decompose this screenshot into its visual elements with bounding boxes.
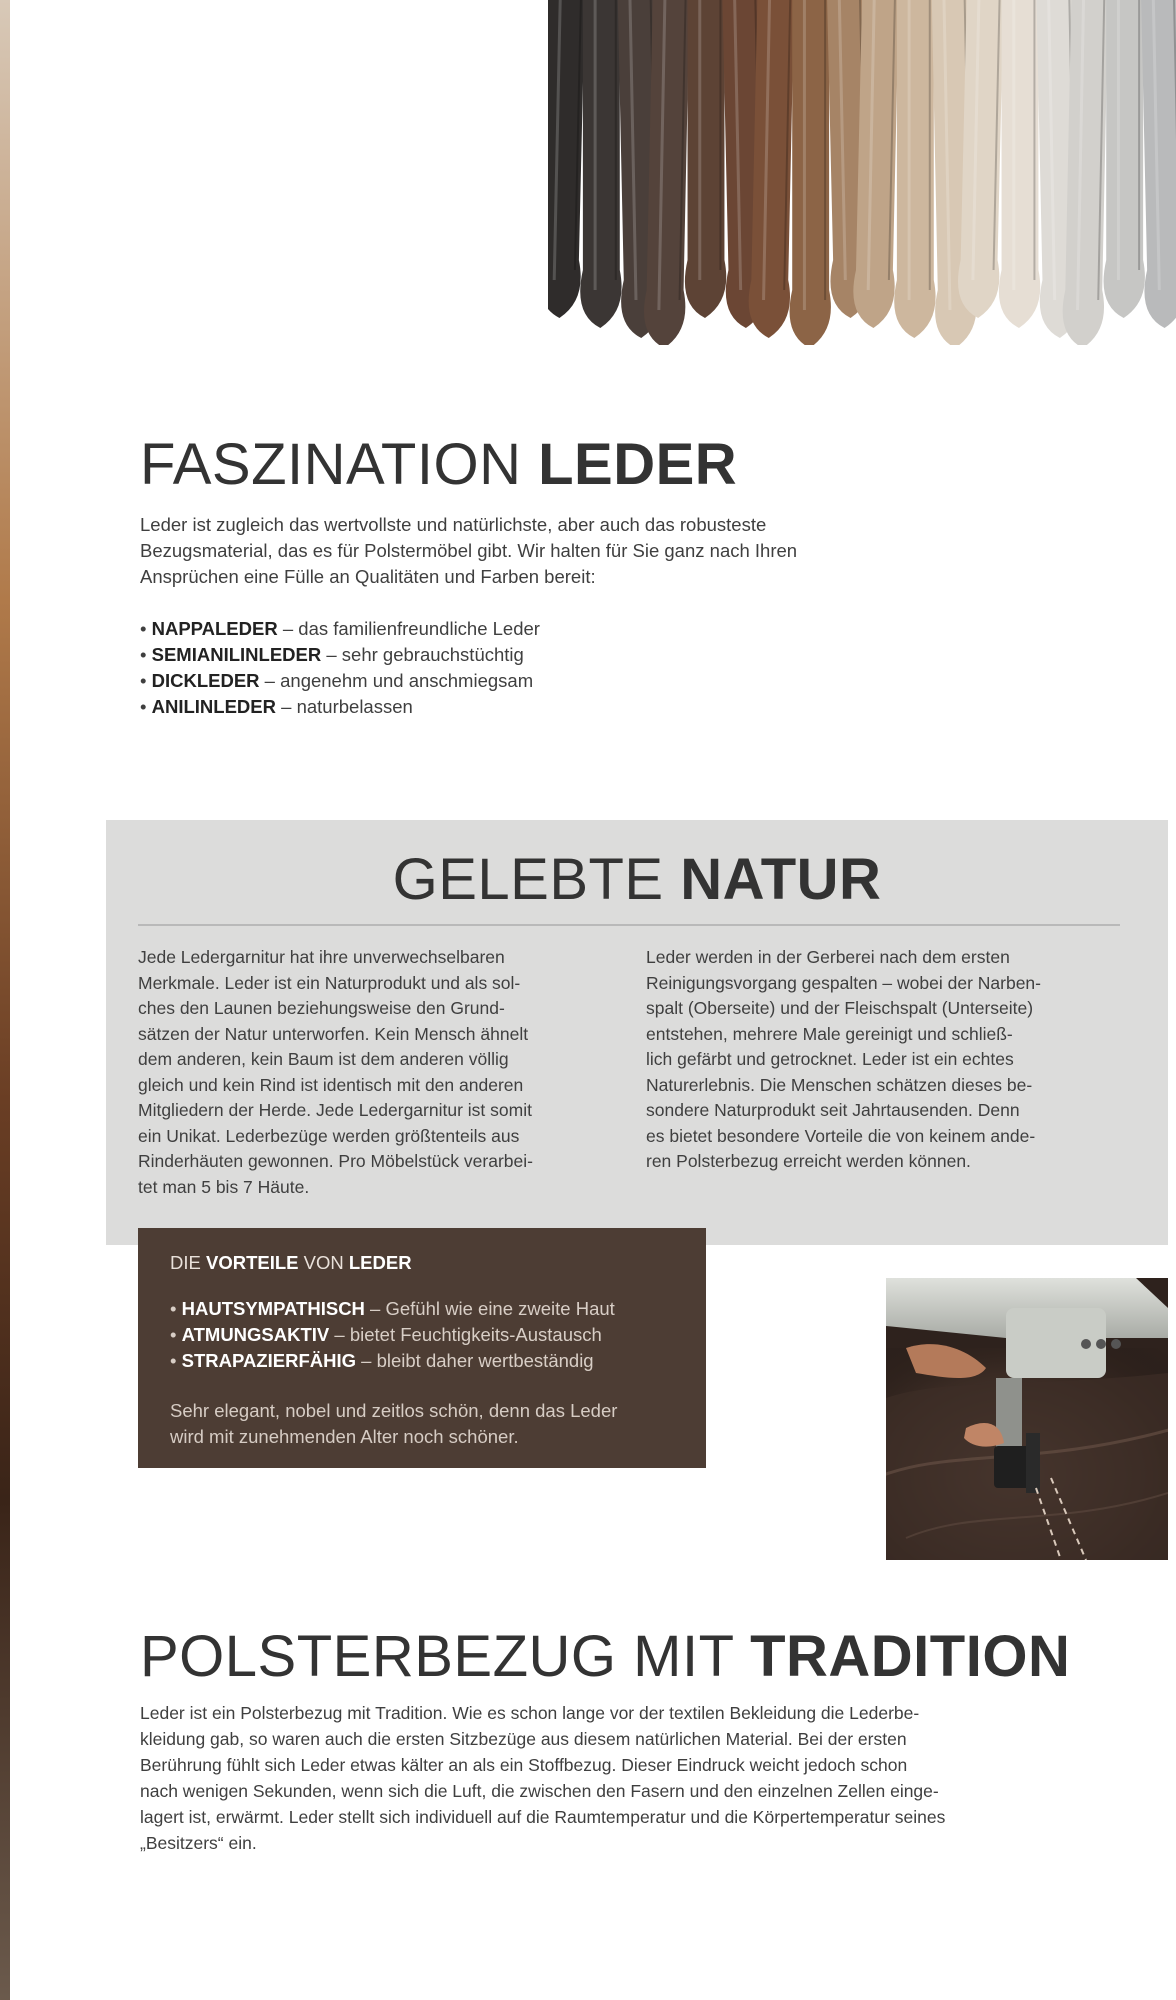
text-line: Sehr elegant, nobel und zeitlos schön, denn das Leder [170, 1400, 618, 1421]
text-line: ren Polsterbezug erreicht werden können. [646, 1151, 971, 1171]
item-name: HAUTSYMPATHISCH [181, 1298, 365, 1319]
leather-swatches-image [548, 0, 1176, 345]
text-line: Berührung fühlt sich Leder etwas kälter an als ein Stoffbezug. Dieser Eindruck weicht jedoch schon [140, 1755, 908, 1775]
title-bold: TRADITION [750, 1624, 1071, 1689]
text-line: Rinderhäuten gewonnen. Pro Möbelstück verarbei- [138, 1151, 533, 1171]
divider [138, 924, 1120, 926]
text-line: „Besitzers“ ein. [140, 1833, 257, 1853]
left-edge-strip [0, 0, 10, 2000]
item-desc: – naturbelassen [276, 696, 413, 717]
text-line: Reinigungsvorgang gespalten – wobei der Narben- [646, 972, 1041, 993]
text-line: tet man 5 bis 7 Häute. [138, 1176, 310, 1197]
text-line: Merkmale. Leder ist ein Naturprodukt und als sol- [138, 972, 521, 993]
item-name: NAPPALEDER [151, 618, 278, 639]
heading-part: VON [298, 1252, 349, 1273]
heading-bold: LEDER [348, 1252, 412, 1273]
list-item [140, 668, 540, 694]
text-line: ein Unikat. Lederbezüge werden größtenteils aus [138, 1125, 520, 1146]
text-line: kleidung gab, so waren auch die ersten Sitzbezüge aus diesem natürlichen Material. Bei der ersten [140, 1729, 907, 1749]
title-bold: LEDER [538, 432, 738, 497]
text-line: gleich und kein Rind ist identisch mit den anderen [138, 1074, 524, 1095]
text-line: Mitgliedern der Herde. Jede Ledergarnitur ist somit [138, 1100, 532, 1120]
text-line: Naturerlebnis. Die Menschen schätzen dieses be- [646, 1074, 1033, 1095]
title-light: POLSTERBEZUG MIT [140, 1624, 751, 1689]
gelebte-natur-panel [106, 820, 1168, 1245]
intro-line: Bezugsmaterial, das es für Polstermöbel gibt. Wir halten für Sie ganz nach Ihren [140, 540, 798, 561]
text-line: es bietet besondere Vorteile die von keinem ande- [646, 1125, 1036, 1146]
item-name: DICKLEDER [151, 670, 260, 691]
leather-types-list [140, 616, 540, 720]
intro-line: Leder ist zugleich das wertvollste und natürlichste, aber auch das robusteste [140, 514, 767, 535]
title-light: GELEBTE [392, 847, 681, 912]
text-line: dem anderen, kein Baum ist dem anderen völlig [138, 1049, 509, 1069]
vorteile-panel [138, 1228, 706, 1468]
intro-line: Ansprüchen eine Fülle an Qualitäten und Farben bereit: [140, 566, 596, 587]
text-line: spalt (Oberseite) und der Fleischspalt (Unterseite) [646, 998, 1034, 1018]
item-desc: – sehr gebrauchstüchtig [321, 644, 524, 665]
title-faszination-leder [140, 432, 737, 498]
title-polsterbezug-tradition [140, 1624, 1070, 1690]
bullet: • [170, 1324, 177, 1345]
bullet: • [140, 670, 147, 691]
text-line: wird mit zunehmenden Alter noch schöner. [170, 1426, 519, 1447]
text-line: ches den Launen beziehungsweise den Grund- [138, 998, 505, 1018]
bullet: • [140, 618, 147, 639]
vorteile-heading [170, 1250, 412, 1276]
item-name: ANILINLEDER [151, 696, 276, 717]
item-name: SEMIANILINLEDER [151, 644, 322, 665]
vorteile-list [170, 1296, 615, 1374]
tradition-paragraph [140, 1700, 1140, 1856]
column-right [646, 945, 1126, 1175]
item-desc: – Gefühl wie eine zweite Haut [364, 1298, 615, 1319]
bullet: • [140, 644, 147, 665]
text-line: nach wenigen Sekunden, wenn sich die Luft, die zwischen den Fasern und den einzelnen Zellen einge- [140, 1781, 939, 1801]
bullet: • [170, 1350, 177, 1371]
text-line: lich gefärbt und getrocknet. Leder ist ein echtes [646, 1049, 1014, 1069]
list-item [170, 1296, 615, 1322]
title-gelebte-natur [106, 848, 1168, 912]
text-line: entstehen, mehrere Male gereinigt und schließ- [646, 1023, 1013, 1044]
text-line: Leder werden in der Gerberei nach dem ersten [646, 947, 1010, 967]
heading-bold: VORTEILE [205, 1252, 299, 1273]
list-item [170, 1322, 615, 1348]
item-name: ATMUNGSAKTIV [181, 1324, 330, 1345]
title-bold: NATUR [680, 847, 882, 912]
item-desc: – angenehm und anschmiegsam [259, 670, 534, 691]
text-line: Leder ist ein Polsterbezug mit Tradition. Wie es schon lange vor der textilen Bekleidung die Lederbe- [140, 1703, 920, 1723]
text-line: sondere Naturprodukt seit Jahrtausenden. Denn [646, 1100, 1020, 1120]
heading-part: DIE [170, 1252, 206, 1273]
item-name: STRAPAZIERFÄHIG [181, 1350, 357, 1371]
item-desc: – bietet Feuchtigkeits-Austausch [329, 1324, 602, 1345]
text-line: sätzen der Natur unterworfen. Kein Mensch ähnelt [138, 1023, 529, 1044]
item-desc: – das familienfreundliche Leder [277, 618, 540, 639]
intro-paragraph [140, 512, 797, 590]
item-desc: – bleibt daher wertbeständig [356, 1350, 594, 1371]
vorteile-closing [170, 1398, 617, 1450]
bullet: • [140, 696, 147, 717]
list-item [140, 616, 540, 642]
text-line: lagert ist, erwärmt. Leder stellt sich individuell auf die Raumtemperatur und die Körpertemperatur seines [140, 1807, 946, 1827]
sewing-machine-photo [886, 1278, 1168, 1560]
list-item [170, 1348, 615, 1374]
bullet: • [170, 1298, 177, 1319]
list-item [140, 642, 540, 668]
column-left [138, 945, 618, 1200]
text-line: Jede Ledergarnitur hat ihre unverwechselbaren [138, 947, 505, 967]
title-light: FASZINATION [140, 432, 539, 497]
list-item [140, 694, 540, 720]
